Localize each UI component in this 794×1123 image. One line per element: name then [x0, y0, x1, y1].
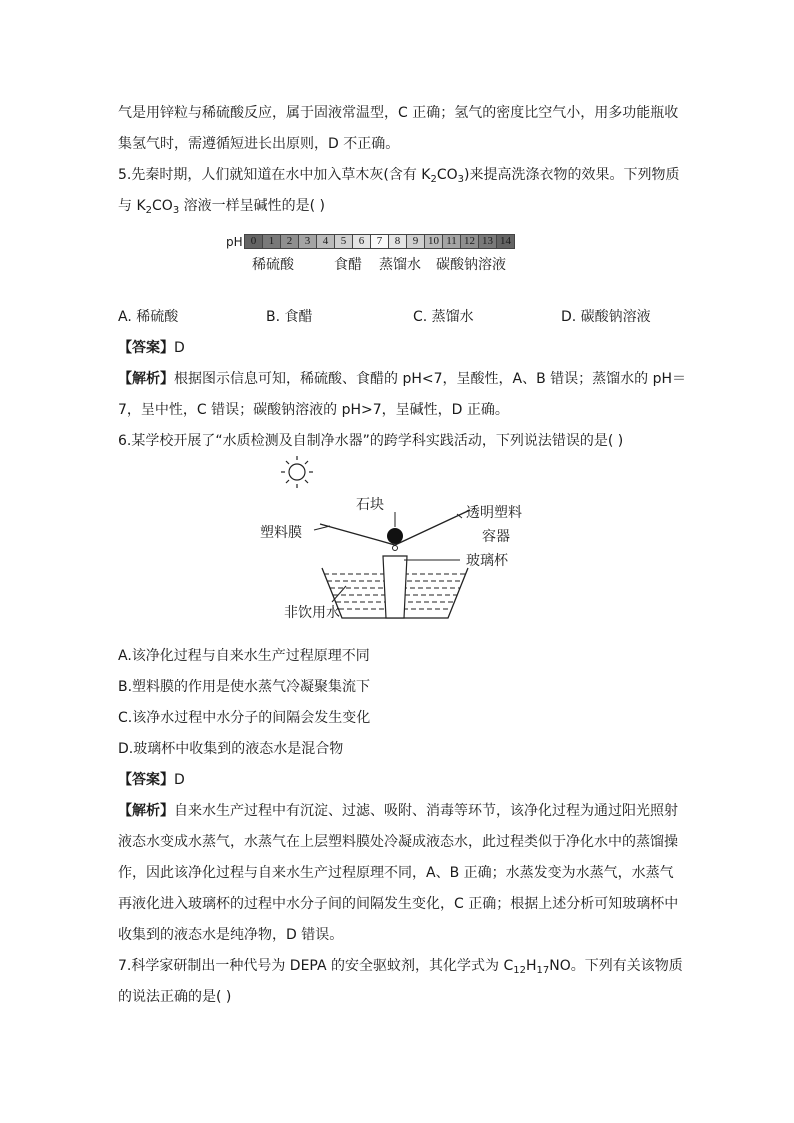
ph-label: pH [226, 235, 243, 249]
answer-5: 【答案】D [118, 340, 185, 356]
ph-cell: 0 [244, 234, 263, 249]
ph-cell: 1 [262, 234, 281, 249]
ph-name: 稀硫酸 [252, 257, 294, 273]
ph-cell: 7 [370, 234, 389, 249]
question-7-stem: 7.科学家研制出一种代号为 DEPA 的安全驱蚊剂，其化学式为 $C_{12}H_{17}NO$。下列有关该物质 [118, 958, 683, 976]
question-5-stem: 5.先秦时期，人们就知道在水中加入草木灰(含有 $K_2CO_3$)来提高洗涤衣物的效果。下列物质 [118, 167, 680, 185]
water-label: 非饮用水 [284, 605, 340, 621]
ph-cell: 3 [298, 234, 317, 249]
ph-scale-bar [244, 234, 514, 249]
ph-cell: 12 [460, 234, 479, 249]
ph-cell: 5 [334, 234, 353, 249]
cup-label: 玻璃杯 [466, 553, 508, 569]
explanation-5: 【解析】根据图示信息可知，稀硫酸、食醋的 pH<7，呈酸性，A、B 错误；蒸馏水的 pH＝ [118, 371, 686, 387]
ph-cell: 8 [388, 234, 407, 249]
container-label: 容器 [482, 529, 510, 545]
option-a: A. 稀硫酸 [118, 309, 179, 325]
ph-cell: 2 [280, 234, 299, 249]
ph-cell: 4 [316, 234, 335, 249]
option-c: C. 蒸馏水 [413, 309, 474, 325]
option-d: D.玻璃杯中收集到的液态水是混合物 [118, 741, 344, 757]
explanation-6-cont: 收集到的液态水是纯净物，D 错误。 [118, 927, 344, 943]
stone-label: 石块 [356, 497, 384, 513]
ph-cell: 10 [424, 234, 443, 249]
ph-name: 碳酸钠溶液 [436, 257, 506, 273]
option-d: D. 碳酸钠溶液 [561, 309, 651, 325]
question-6-stem: 6.某学校开展了“水质检测及自制净水器”的跨学科实践活动，下列说法错误的是( ) [118, 433, 624, 449]
option-c: C.该净水过程中水分子的间隔会发生变化 [118, 710, 371, 726]
ph-cell: 14 [496, 234, 515, 249]
solar-still-diagram [252, 450, 552, 630]
explanation-5-cont: 7，呈中性，C 错误；碳酸钠溶液的 pH>7，呈碱性，D 正确。 [118, 402, 509, 418]
ph-cell: 11 [442, 234, 461, 249]
text-line: 集氢气时，需遵循短进长出原则，D 不正确。 [118, 136, 400, 152]
text-line: 气是用锌粒与稀硫酸反应，属于固液常温型，C 正确；氢气的密度比空气小，用多功能瓶收 [118, 105, 679, 121]
explanation-6-cont: 作，因此该净化过程与自来水生产过程原理不同，A、B 正确；水蒸发变为水蒸气，水蒸气 [118, 865, 674, 881]
question-5-stem-cont: 与 $K_2CO_3$ 溶液一样呈碱性的是( ) [118, 198, 326, 216]
container-label: 透明塑料 [466, 505, 522, 521]
option-a: A.该净化过程与自来水生产过程原理不同 [118, 648, 370, 664]
explanation-6-cont: 再液化进入玻璃杯的过程中水分子间的间隔发生变化，C 正确；根据上述分析可知玻璃杯中 [118, 896, 679, 912]
explanation-6-cont: 液态水变成水蒸气，水蒸气在上层塑料膜处冷凝成液态水，此过程类似于净化水中的蒸馏操 [118, 834, 678, 850]
ph-name: 蒸馏水 [379, 257, 421, 273]
answer-6: 【答案】D [118, 772, 185, 788]
explanation-6: 【解析】自来水生产过程中有沉淀、过滤、吸附、消毒等环节，该净化过程为通过阳光照射 [118, 803, 678, 819]
question-7-stem-cont: 的说法正确的是( ) [118, 989, 232, 1005]
ph-name: 食醋 [334, 257, 362, 273]
option-b: B.塑料膜的作用是使水蒸气冷凝聚集流下 [118, 679, 371, 695]
option-b: B. 食醋 [266, 309, 313, 325]
sun-icon [281, 456, 313, 488]
ph-cell: 6 [352, 234, 371, 249]
ph-cell: 13 [478, 234, 497, 249]
film-label: 塑料膜 [260, 525, 302, 541]
ph-cell: 9 [406, 234, 425, 249]
